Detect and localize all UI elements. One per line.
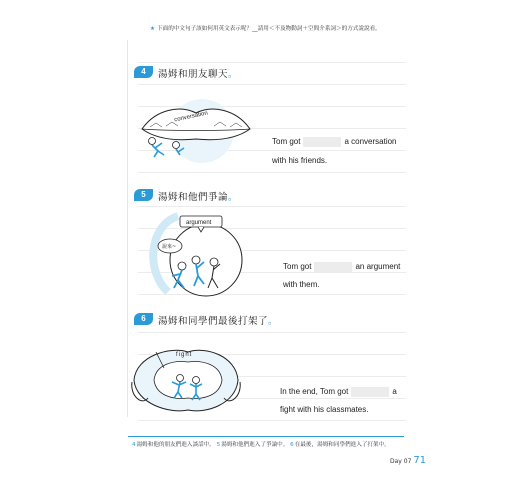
title-dot: 。 — [228, 69, 239, 80]
sentence-line2: with his friends. — [272, 156, 328, 165]
rule-line — [138, 62, 406, 63]
footnote-text: 在最後，湯姆和同學們進入了打架中。 — [294, 442, 390, 448]
illustration-label: argument — [186, 220, 212, 226]
footnote-number: 5 — [216, 442, 221, 448]
argument-bubble-icon — [138, 212, 254, 298]
sentence-line1 — [283, 262, 400, 272]
sentence-line1 — [272, 137, 397, 147]
rule-line — [138, 172, 406, 173]
page-label: Day 07 — [390, 458, 412, 465]
lips-conversation-icon — [136, 95, 254, 163]
fight-ring-icon — [130, 338, 242, 422]
illustration-label: conversation — [173, 110, 209, 124]
sentence-line2: fight with his classmates. — [280, 405, 369, 414]
answer-blank[interactable] — [351, 387, 389, 397]
illustration-label: fight — [176, 352, 193, 358]
footnote-number: 6 — [290, 442, 294, 448]
item-title — [158, 66, 238, 80]
sentence-part1: Tom got — [283, 262, 312, 272]
footnote-text: 湯姆和他們進入了爭論中。 — [221, 442, 289, 448]
item-number: 5 — [134, 189, 153, 201]
item-number: 4 — [134, 66, 153, 78]
bubble-text: 說來~ — [162, 244, 177, 250]
sentence-part2: a conversation — [344, 137, 397, 147]
page-num: 71 — [413, 455, 427, 466]
item-title — [158, 313, 278, 327]
rule-line — [138, 84, 406, 85]
rule-line — [138, 206, 406, 207]
page-number — [390, 455, 426, 466]
item-title-text: 湯姆和他們爭論 — [158, 192, 229, 203]
sentence-part2: an argument — [355, 262, 401, 272]
sentence-part1: In the end, Tom got — [280, 387, 349, 397]
answer-blank[interactable] — [303, 137, 341, 147]
sentence-line1 — [280, 387, 397, 397]
item-title — [158, 189, 238, 203]
instruction-text: 下面的中文句子該如何用英文表示呢？__請用＜不及物動詞＋空間介系詞＞的方式說說看。 — [157, 26, 381, 32]
title-dot: 。 — [228, 192, 239, 203]
margin-line — [127, 40, 128, 417]
footnote-number: 4 — [132, 442, 136, 448]
instruction — [150, 24, 440, 32]
item-title-text: 湯姆和朋友聊天 — [158, 69, 229, 80]
sentence-part1: Tom got — [272, 137, 301, 147]
footnote-divider — [128, 436, 404, 437]
sentence-line2: with them. — [283, 280, 320, 289]
answer-blank[interactable] — [314, 262, 352, 272]
footnote-text: 湯姆和他的朋友們進入談話中。 — [136, 442, 215, 448]
item-title-text: 湯姆和同學們最後打架了 — [158, 316, 269, 327]
sentence-part2: a — [392, 387, 397, 397]
star-icon: ★ — [150, 26, 156, 32]
item-number: 6 — [134, 313, 153, 325]
title-dot: 。 — [268, 316, 279, 327]
rule-line — [138, 332, 406, 333]
footnote — [132, 440, 390, 448]
